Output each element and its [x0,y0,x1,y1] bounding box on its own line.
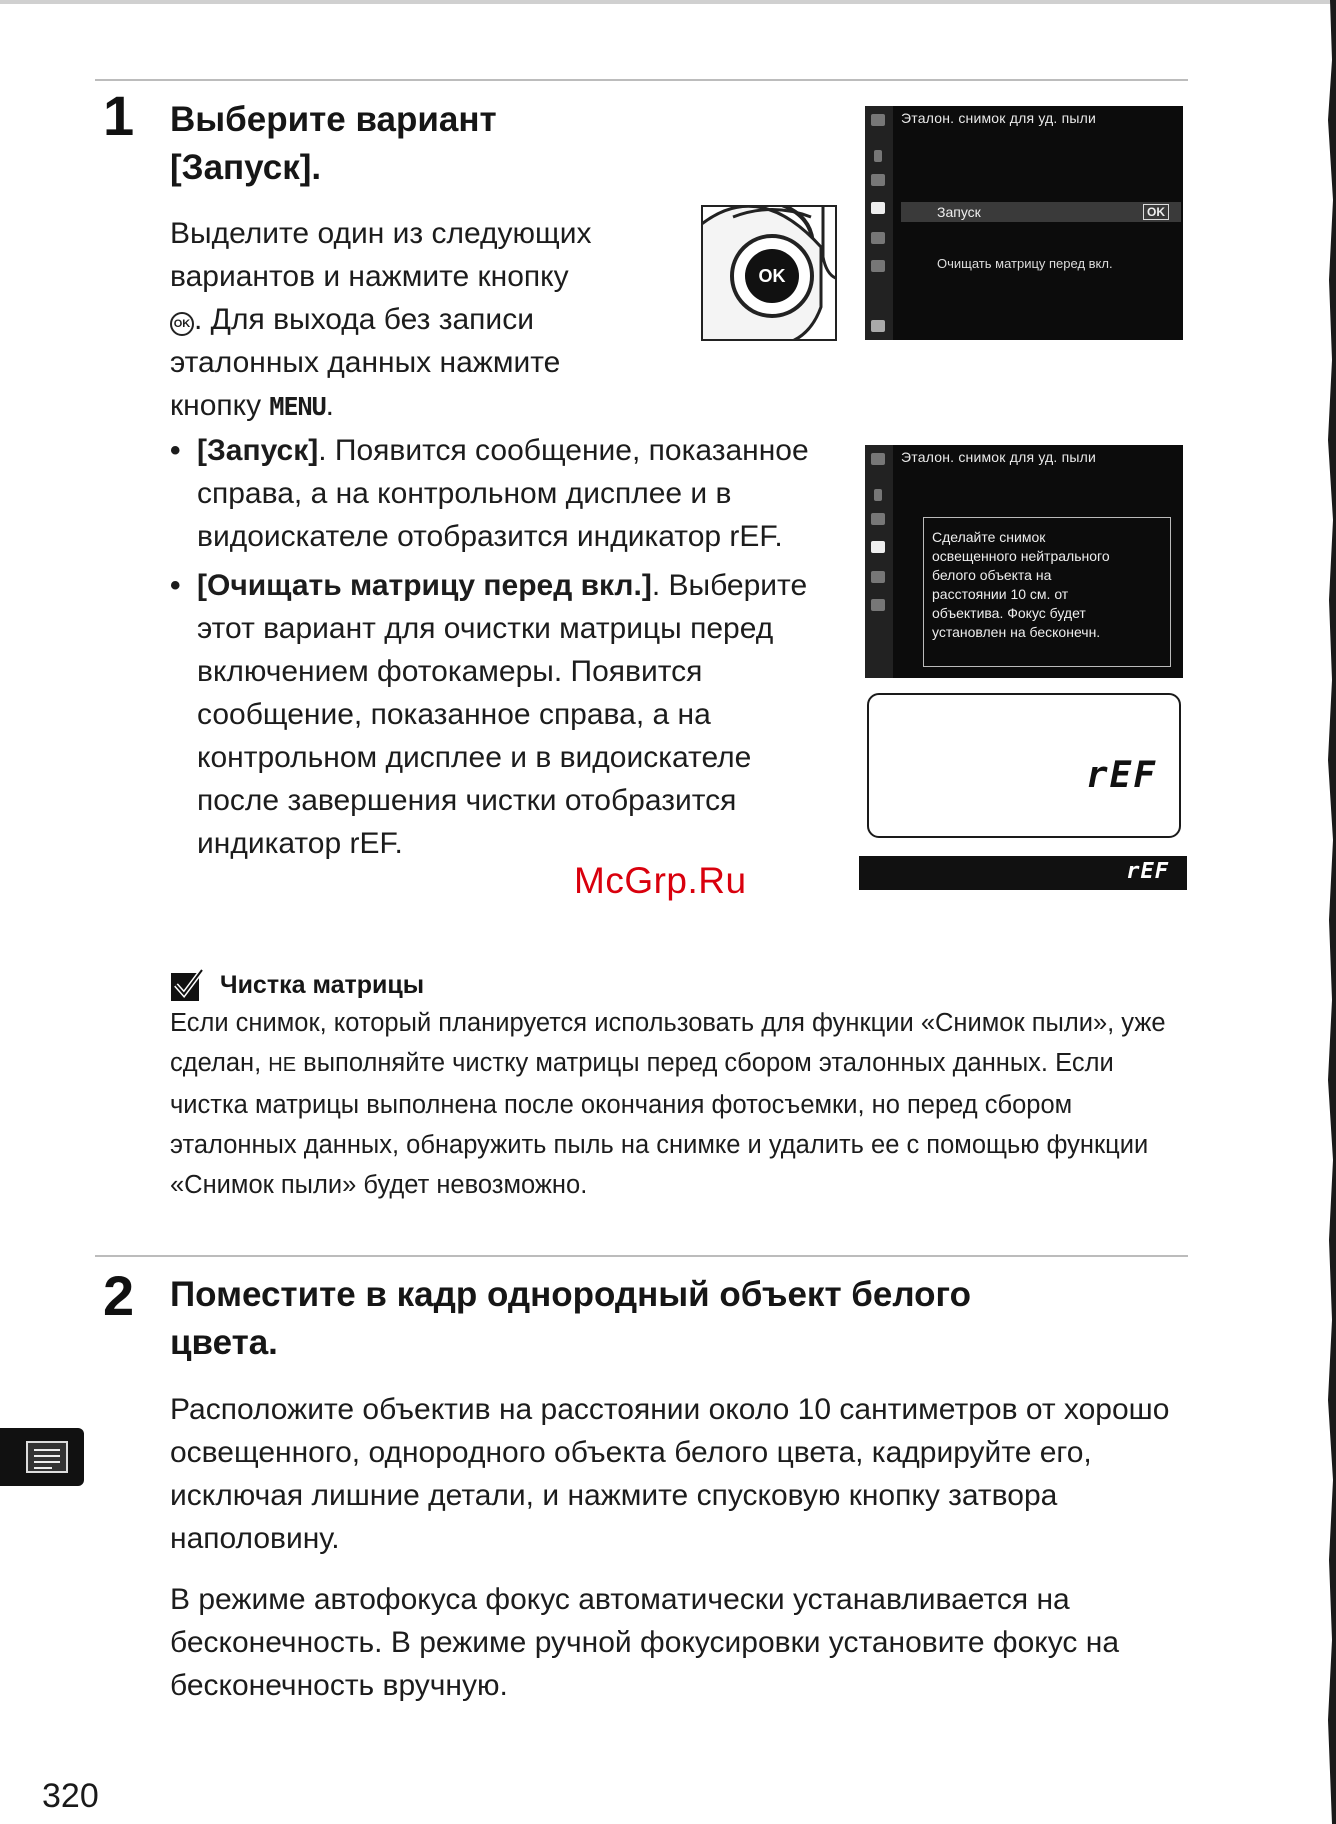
option-name: [Очищать матрицу перед вкл.] [197,569,652,602]
option-name: [Запуск] [197,434,319,467]
section-rule [95,1255,1188,1257]
my-menu-icon [871,260,885,272]
menu-item-start: Запуск [937,204,981,220]
note-title: Чистка матрицы [220,970,425,999]
bullet-icon: • [170,569,181,602]
custom-settings-icon [871,513,885,525]
control-panel-indicator: rEF [1085,755,1157,796]
ok-badge: OK [1143,204,1169,220]
list-item [170,429,835,558]
menu-tab-strip [865,106,893,340]
message-line: освещенного нейтрального [932,548,1110,564]
screen-message [923,517,1171,667]
page-number: 320 [42,1777,99,1815]
emphasis-text: НЕ [268,1054,297,1076]
viewfinder-indicator: rEF [1126,859,1169,884]
text-fragment: . Для выхода без записи [194,303,534,336]
message-line: белого объекта на [932,567,1052,583]
step-title-line: Выберите вариант [170,100,497,139]
custom-settings-icon [871,174,885,186]
text-fragment: выполняйте чистку матрицы перед сбором эталонных данных. Если чистка матрицы выполнена после окончания фотосъемки, но перед сбором эталонных данных, обнаружить пыль на снимке и удалить ее с помощью функции «Снимок пыли» будет невозможно. [170,1049,1149,1199]
step-title [170,96,690,192]
viewfinder-display [859,856,1187,890]
screen-title: Эталон. снимок для уд. пыли [901,110,1097,126]
menu-guide-tab [0,1428,84,1486]
setup-menu-icon [871,202,885,214]
page-edge [1320,0,1336,1824]
watermark-text: McGrp.Ru [574,860,747,901]
bullet-icon: • [170,434,181,467]
screen-title: Эталон. снимок для уд. пыли [901,449,1097,465]
step-title-line: Поместите в кадр однородный объект белого [170,1275,972,1314]
option-description: . Выберите этот вариант для очистки матрицы перед включением фотокамеры. Появится сообщение, показанное справа, а на контрольном дисплее и в видоискателе после завершения чистки отобразится индикатор rEF. [197,569,808,860]
retouch-menu-icon [871,232,885,244]
note-text [170,1003,1170,1205]
text-fragment: Если снимок, который планируется использовать для функции «Снимок пыли», уже сделан, [170,1009,1166,1077]
text-line: Выделите один из следующих [170,217,592,250]
my-menu-icon [871,599,885,611]
checkmark-icon [170,968,204,1002]
message-line: объектива. Фокус будет [932,605,1086,621]
camera-menu-screen [865,106,1183,340]
text-line: вариантов и нажмите кнопку [170,260,569,293]
text-line: эталонных данных нажмите [170,346,561,379]
menu-list-icon [26,1441,68,1473]
camera-message-screen [865,445,1183,678]
ok-button-label: OK [758,266,786,286]
ok-button-icon: OK [170,312,194,336]
note-header [170,968,424,1002]
playback-menu-icon [871,453,885,465]
step-paragraph: Расположите объектив на расстоянии около 10 сантиметров от хорошо освещенного, однородного объекта белого цвета, кадрируйте его, исключая лишние детали, и нажмите спусковую кнопку затвора наполовину. [170,1393,1170,1555]
step-title-line: [Запуск]. [170,148,322,187]
top-edge [0,0,1336,4]
playback-menu-icon [871,114,885,126]
menu-tab-strip [865,445,893,678]
control-panel-display [867,693,1181,838]
step-paragraph: В режиме автофокуса фокус автоматически устанавливается на бесконечность. В режиме ручной фокусировки установите фокус на бесконечность вручную. [170,1583,1119,1702]
section-rule [95,79,1188,81]
list-item [170,564,835,865]
option-description: . Появится сообщение, показанное справа, а на контрольном дисплее и в видоискателе отобразится индикатор rEF. [197,434,809,553]
step-paragraph [170,212,695,428]
message-line: Сделайте снимок [932,529,1046,545]
step-title [170,1271,1150,1367]
menu-item-clean-sensor: Очищать матрицу перед вкл. [937,256,1113,271]
shooting-menu-icon [874,150,882,162]
shooting-menu-icon [874,489,882,501]
menu-button-label: MENU [269,392,326,421]
step-title-line: цвета. [170,1323,278,1362]
text-fragment: . [325,389,334,422]
message-line: установлен на бесконечн. [932,624,1101,640]
text-line [170,384,695,428]
text-fragment: кнопку [170,389,270,422]
text-line [170,298,695,341]
options-list [170,429,835,871]
step-number: 2 [103,1264,135,1327]
help-icon [871,320,885,332]
setup-menu-icon [871,541,885,553]
retouch-menu-icon [871,571,885,583]
ok-button-illustration [701,205,837,341]
step-number: 1 [103,84,135,147]
message-line: расстоянии 10 см. от [932,586,1069,602]
